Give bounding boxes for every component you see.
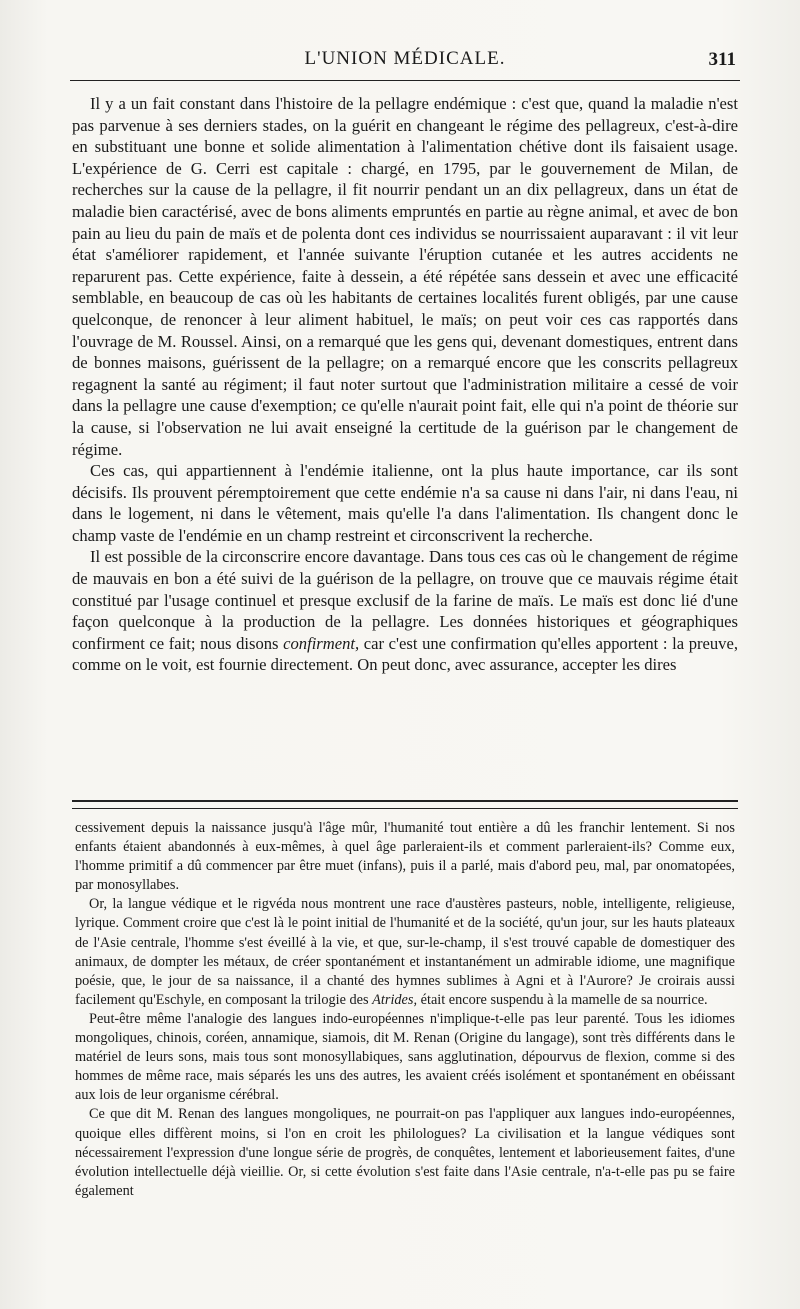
footnote-separator-rule: [72, 800, 738, 809]
page-number: 311: [708, 49, 736, 70]
paragraph-text: Or, la langue védique et le rigvéda nous montrent une race d'austères pasteurs, noble, intelligente, religieuse, lyrique. Comment croire que c'est là le point initial de l'humanité et de la société, qu'un jour, sur les hauts plateaux de l'Asie centrale, l'homme s'est éveillé à la vie, et que, sur-le-champ, il s'est trouvé capable de domestiquer des animaux, de dompter les métaux, de créer spontanément et instantanément un admirable idiome, une magnifique poésie, que, le jour de sa naissance, il a chanté des hymnes sublimes à Agni et à l'Aurore? Je croirais aussi facilement qu'Eschyle, en composant la trilogie des: [75, 896, 735, 1008]
footnote-paragraph: cessivement depuis la naissance jusqu'à l'âge mûr, l'humanité tout entière a dû les franchir lentement. Si nos enfants étaient abandonnés à eux-mêmes, à quel âge parleraient-ils et comment parleraient-ils? Comme eux, l'homme primitif a dû commencer par être muet (infans), puis il a parlé, mais d'abord peu, mal, par onomatopées, par monosyllabes.: [75, 820, 735, 894]
footnote-paragraph: Ce que dit M. Renan des langues mongoliques, ne pourrait-on pas l'appliquer aux langues indo-européennes, quoique elles diffèrent moins, si l'on en croit les philologues? La civilisation et la langue védiques sont nécessairement l'expression d'une longue série de progrès, de conquêtes, lentement et laborieusement faites, d'une évolution intellectuelle déjà vieillie. Or, si cette évolution s'est faite dans l'Asie centrale, n'a-t-elle pas pu se faire également: [75, 1106, 735, 1199]
header-rule: [70, 80, 740, 81]
body-paragraph: [72, 546, 738, 676]
paragraph-text: Il est possible de la circonscrire encore davantage. Dans tous ces cas où le changement de régime de mauvais en bon a été suivi de la guérison de la pellagre, on trouve que ce mauvais régime était constitué par l'usage continuel et presque exclusif de la farine de maïs. Le maïs est donc lié d'une façon quelconque à la production de la pellagre. Les données historiques et géographiques confirment ce fait; nous disons: [72, 547, 738, 653]
paragraph-text: car c'est une confirmation qu'elles apportent : la preuve, comme on le voit, est fournie directement. On peut donc, avec assurance, accepter les dires: [72, 633, 738, 675]
emphasis-text: confirment,: [283, 633, 360, 653]
main-body-text: [72, 93, 738, 676]
journal-title: L'UNION MÉDICALE.: [304, 48, 506, 69]
body-paragraph: Il y a un fait constant dans l'histoire de la pellagre endémique : c'est que, quand la maladie n'est pas parvenue à ses derniers stades, on la guérit en changeant le régime des pellagreux, c'est-à-dire en substituant une bonne et solide alimentation à l'alimentation chétive dont ils faisaient usage. L'expérience de G. Cerri est capitale : chargé, en 1795, par le gouvernement de Milan, de recherches sur la cause de la pellagre, il fit nourrir pendant un an dix pellagreux, dans un état de maladie bien caractérisé, avec de bons aliments empruntés en partie au règne animal, et avec de bon pain au lieu du pain de maïs et de polenta dont ces individus se nourrissaient auparavant : il vit leur état s'améliorer rapidement, et l'année suivante l'éruption cutanée et les autres accidents ne reparurent pas. Cette expérience, faite à dessein, a été répétée sans dessein et avec une efficacité semblable, en beaucoup de cas où les habitants de certaines localités furent obligés, par une cause quelconque, de renoncer à leur aliment habituel, le maïs; on peut voir ces cas rapportés dans l'ouvrage de M. Roussel. Ainsi, on a remarqué que les gens qui, devenant domestiques, entrent dans de bonnes maisons, guérissent de la pellagre; on a remarqué encore que les conscrits pellagreux regagnent la santé au régiment; il faut noter surtout que l'administration militaire a cessé de voir dans la pellagre une cause d'exemption; ce qu'elle n'aurait point fait, elle qui n'a point de théorie sur la cause, si l'observation ne lui avait enseigné la certitude de la guérison par le changement de régime.: [72, 94, 738, 459]
footnote-paragraph: [75, 895, 735, 1010]
footnote-text: [75, 819, 735, 1201]
emphasis-text: Atrides,: [372, 991, 418, 1008]
footnote-paragraph: Peut-être même l'analogie des langues indo-européennes n'implique-t-elle pas leur parenté. Tous les idiomes mongoliques, chinois, coréen, annamique, siamois, dit M. Renan (Origine du langage), sont très différents dans le matériel de leurs sons, mais tous sont monosyllabiques, sans agglutination, dépourvus de flexion, comme si des hommes de même race, mais séparés les uns des autres, les avaient créés isolément et spontanément en obéissant aux lois de leur organisme cérébral.: [75, 1010, 735, 1104]
running-head: [70, 44, 740, 74]
paragraph-text: était encore suspendu à la mamelle de sa nourrice.: [420, 991, 708, 1008]
body-paragraph: Ces cas, qui appartiennent à l'endémie italienne, ont la plus haute importance, car ils sont décisifs. Ils prouvent péremptoirement que cette endémie n'a sa cause ni dans l'air, ni dans l'eau, ni dans le logement, ni dans le vêtement, mais qu'elle l'a dans l'alimentation. Ils changent donc le champ vaste de l'endémie en un champ restreint et circonscrivent la recherche.: [72, 461, 738, 545]
